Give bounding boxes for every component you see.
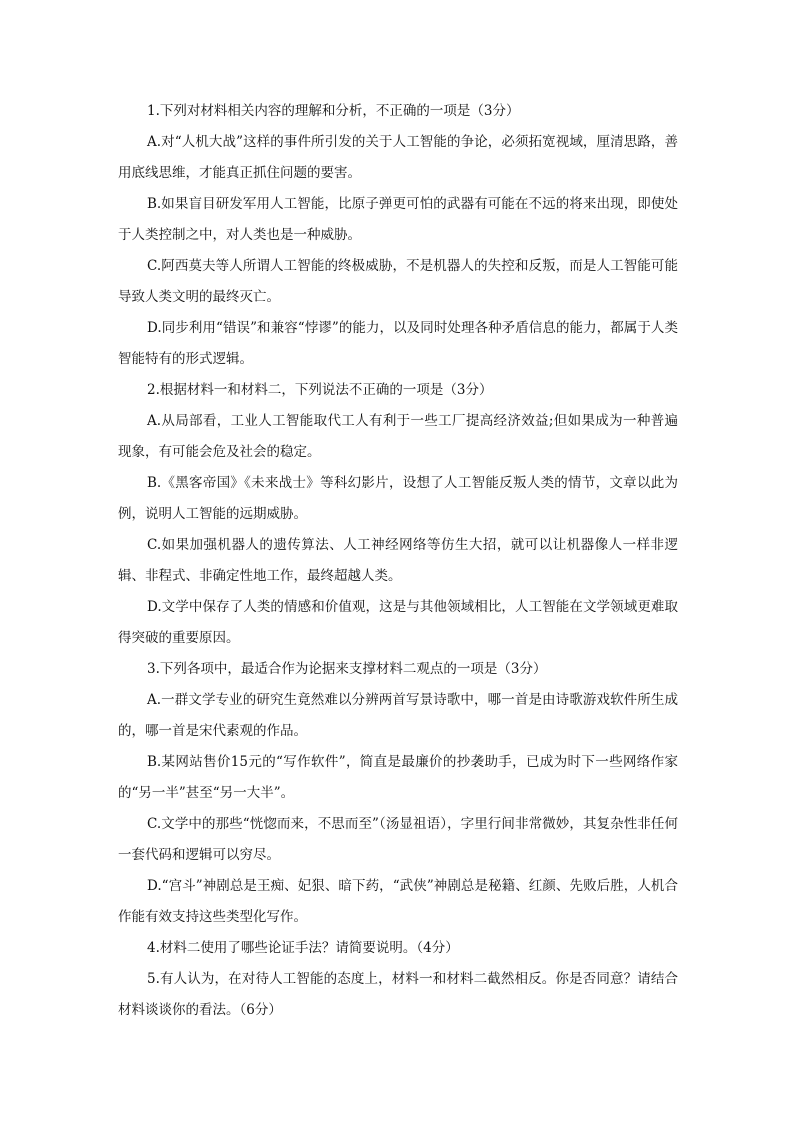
- question-2-option-c: C.如果加强机器人的遗传算法、人工神经网络等仿生大招，就可以让机器像人一样非逻辑、非程式、非确定性地工作，最终超越人类。: [118, 537, 678, 584]
- document-page: [118, 96, 678, 1026]
- question-1-option-d: D.同步利用“错误”和兼容“悖谬”的能力，以及同时处理各种矛盾信息的能力，都属于人类智能特有的形式逻辑。: [118, 320, 678, 367]
- question-1-option-a: A.对“人机大战”这样的事件所引发的关于人工智能的争论，必须拓宽视域，厘清思路，善用底线思维，才能真正抓住问题的要害。: [118, 134, 678, 181]
- question-1-stem: 1.下列对材料相关内容的理解和分析，不正确的一项是（3分）: [147, 103, 520, 119]
- question-2-option-d: D.文学中保存了人类的情感和价值观，这是与其他领域相比，人工智能在文学领域更难取得突破的重要原因。: [118, 599, 678, 646]
- question-3-option-d: D.“宫斗”神剧总是王痴、妃狠、暗下药，“武侠”神剧总是秘籍、红颜、先败后胜，人机合作能有效支持这些类型化写作。: [118, 878, 678, 925]
- question-5-stem: 5.有人认为，在对待人工智能的态度上，材料一和材料二截然相反。你是否同意？请结合材料谈谈你的看法。（6分）: [118, 971, 678, 1018]
- question-4-stem: 4.材料二使用了哪些论证手法？请简要说明。（4分）: [147, 940, 459, 956]
- question-2-option-a: A.从局部看，工业人工智能取代工人有利于一些工厂提高经济效益;但如果成为一种普遍现象，有可能会危及社会的稳定。: [118, 413, 678, 460]
- question-1-option-c: C.阿西莫夫等人所谓人工智能的终极威胁，不是机器人的失控和反叛，而是人工智能可能导致人类文明的最终灭亡。: [118, 258, 678, 305]
- question-2-option-b: B.《黑客帝国》《未来战士》等科幻影片，设想了人工智能反叛人类的情节，文章以此为例，说明人工智能的远期威胁。: [118, 475, 678, 522]
- question-2-stem: 2.根据材料一和材料二，下列说法不正确的一项是（3分）: [147, 382, 493, 398]
- question-1-option-b: B.如果盲目研发军用人工智能，比原子弹更可怕的武器有可能在不远的将来出现，即使处于人类控制之中，对人类也是一种威胁。: [118, 196, 678, 243]
- question-3-option-b: B.某网站售价15元的“写作软件”，简直是最廉价的抄袭助手，已成为时下一些网络作家的“另一半”甚至“另一大半”。: [118, 754, 678, 801]
- question-3-option-a: A.一群文学专业的研究生竟然难以分辨两首写景诗歌中，哪一首是由诗歌游戏软件所生成的，哪一首是宋代素观的作品。: [118, 692, 678, 739]
- question-3-stem: 3.下列各项中，最适合作为论据来支撑材料二观点的一项是（3分）: [147, 661, 547, 677]
- question-3-option-c: C.文学中的那些“恍惚而来，不思而至”（汤显祖语），字里行间非常微妙，其复杂性非任何一套代码和逻辑可以穷尽。: [118, 816, 678, 863]
